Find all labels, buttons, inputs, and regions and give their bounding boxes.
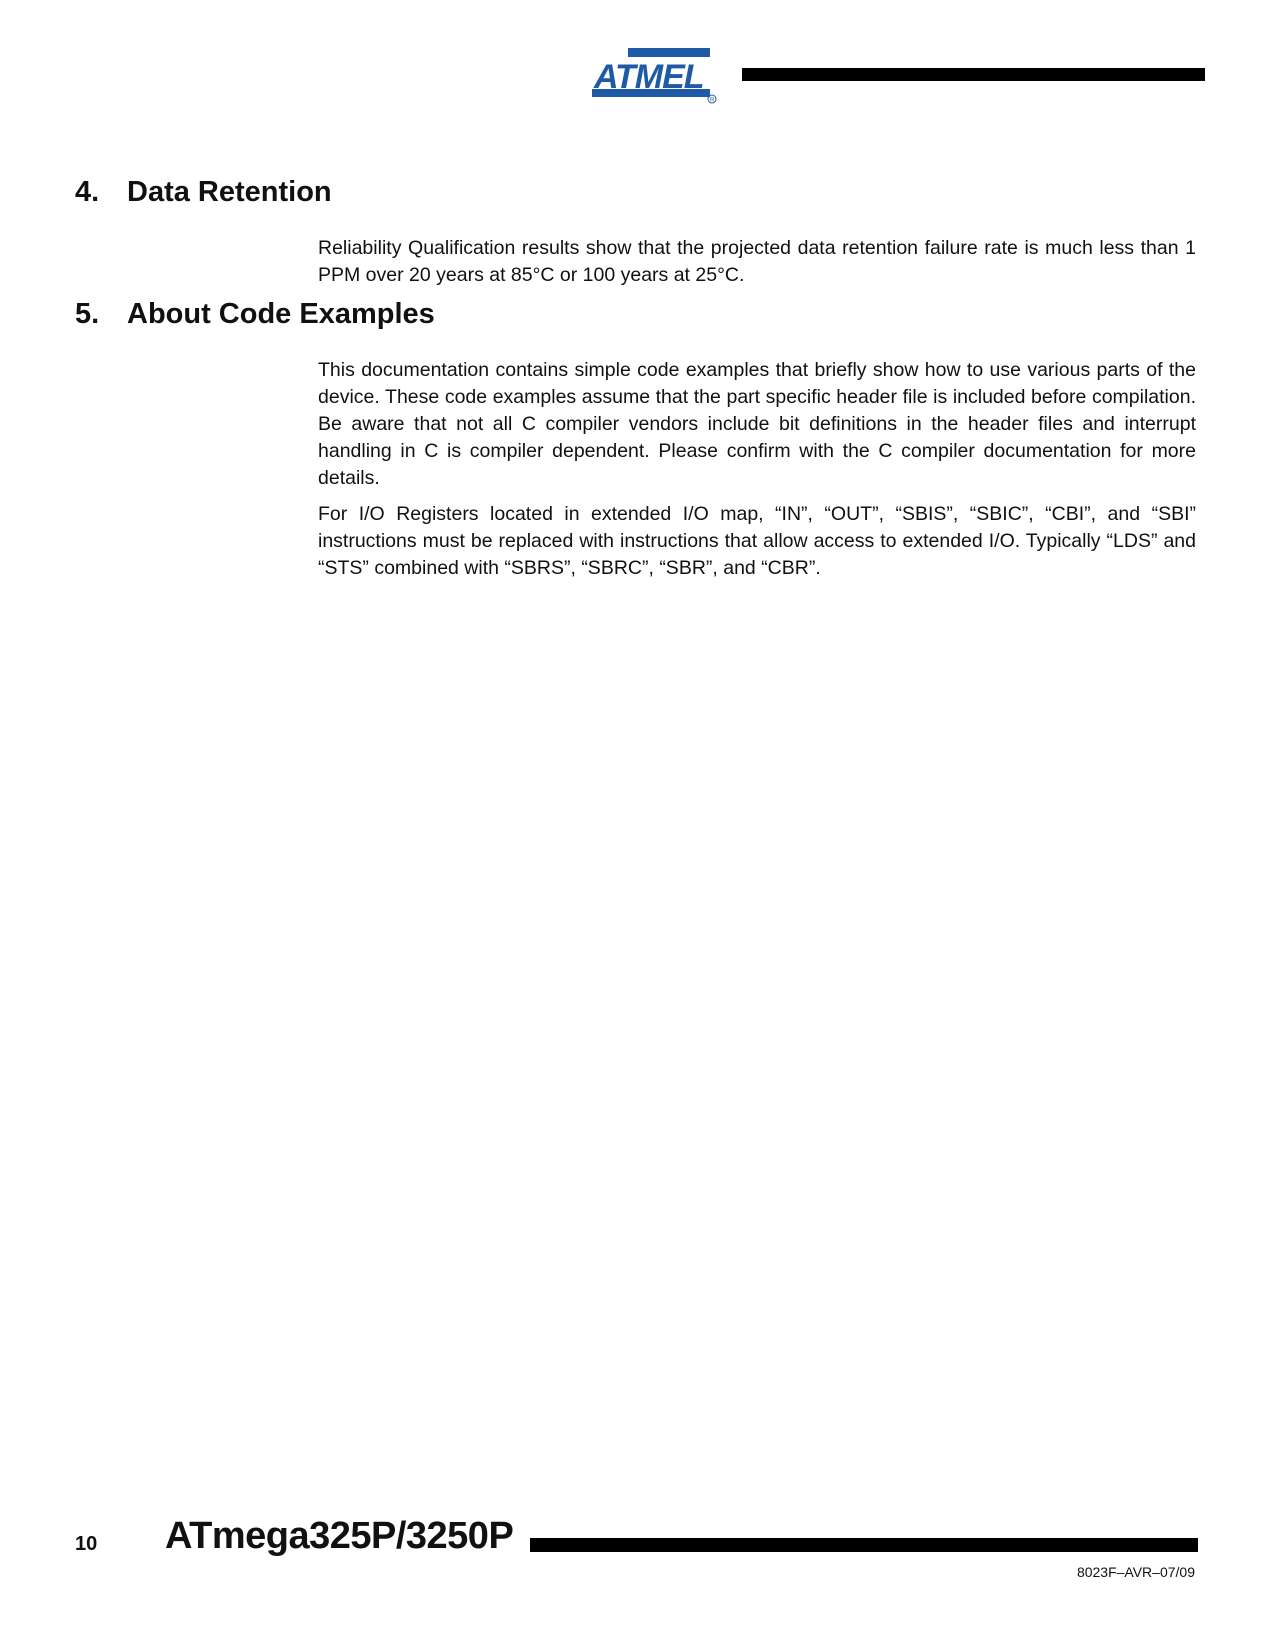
paragraph: For I/O Registers located in extended I/O map, “IN”, “OUT”, “SBIS”, “SBIC”, “CBI”, and “SBI” instructions must be replaced with instructions that allow access to extended I/O. Typically “LDS” and “STS” combined with “SBRS”, “SBRC”, “SBR”, and “CBR”. [318, 503, 1196, 579]
section-number: 5. [75, 298, 100, 330]
section-title: About Code Examples [127, 298, 435, 330]
svg-text:ATMEL: ATMEL [594, 58, 704, 96]
header-rule [742, 68, 1205, 81]
footer-title: ATmega325P/3250P [165, 1515, 514, 1557]
document-code: 8023F–AVR–07/09 [1076, 1564, 1195, 1580]
svg-text:R: R [710, 97, 715, 104]
footer-rule [530, 1538, 1198, 1552]
page-number: 10 [75, 1533, 98, 1555]
section-number: 4. [75, 176, 100, 208]
section-title: Data Retention [127, 176, 332, 208]
section-heading-about-code-examples [75, 298, 435, 331]
paragraph: Reliability Qualification results show that the projected data retention failure rate is much less than 1 PPM over 20 years at 85°C or 100 years at 25°C. [318, 237, 1196, 286]
section-heading-data-retention [75, 176, 332, 209]
paragraph: This documentation contains simple code examples that briefly show how to use various parts of the device. These code examples assume that the part specific header file is included before compilation. Be aware that not all C compiler vendors include bit definitions in the header files and interrupt handling in C is compiler dependent. Please confirm with the C compiler documentation for more details. [318, 359, 1196, 489]
atmel-logo [590, 44, 718, 104]
